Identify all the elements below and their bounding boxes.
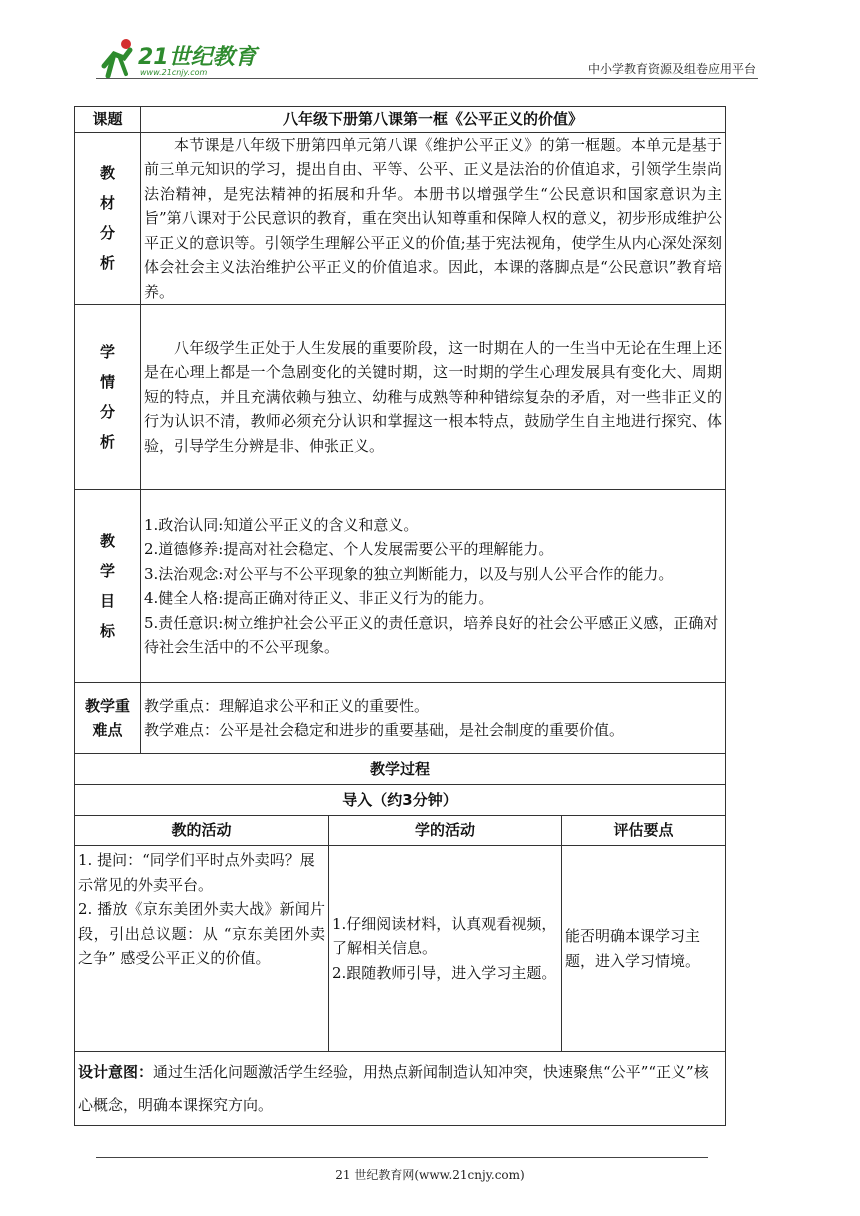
label-char: 教 [99,532,115,550]
goal-item: 3.法治观念:对公平与不公平现象的独立判断能力，以及与别人公平合作的能力。 [144,564,674,583]
label-char: 标 [99,622,115,640]
label-char: 材 [99,194,115,213]
teacher-step: 2. 播放《京东美团外卖大战》新闻片段，引出总议题：从 “京东美团外卖之争” 感受公平正义的价值。 [78,900,325,967]
title-row [75,107,726,133]
key-point: 教学难点：公平是社会稳定和进步的重要基础，是社会制度的重要价值。 [144,721,625,739]
footer-text: 21 世纪教育网(www.21cnjy.com) [335,1168,525,1182]
logo-text: 21世纪教育 [138,45,257,70]
label-char: 析 [99,433,115,451]
header-divider [96,78,758,79]
goals-list [141,490,726,683]
label-line: 难点 [92,721,123,739]
students-row [75,305,726,490]
design-text: 通过生活化问题激活学生经验，用热点新闻制造认知冲突，快速聚焦“公平”“正义”核心概念，明确本课探究方向。 [78,1062,709,1114]
activity-row [75,846,726,1052]
label-char: 析 [99,254,115,273]
key-points-row [75,683,726,754]
logo-url: www.21cnjy.com [140,68,208,77]
design-label: 设计意图： [78,1062,154,1081]
label-char: 分 [99,224,115,243]
header-tagline: 中小学教育资源及组卷应用平台 [587,62,756,76]
students-analysis: 八年级学生正处于人生发展的重要阶段，这一时期在人的一生当中无论在生理上还是在心理上都是一个急剧变化的关键时期，这一时期的学生心理发展具有变化大、周期短的特点，并且充满依赖与独立、幼稚与成熟等种种错综复杂的矛盾，对一些非正义的行为认识不清，教师必须充分认识和掌握这一根本特点，鼓励学生自主地进行探究、体验，引导学生分辨是非、伸张正义。 [141,305,726,490]
col-header-evaluation: 评估要点 [562,816,726,846]
label-char: 学 [99,562,115,580]
teacher-step: 1. 提问：“同学们平时点外卖吗？展示常见的外卖平台。 [78,851,315,894]
label-char: 目 [99,592,115,610]
label-char: 情 [99,373,115,391]
process-title-row [75,754,726,785]
label-char: 教 [99,164,115,183]
goals-label [75,490,141,683]
students-label [75,305,141,490]
lesson-title: 八年级下册第八课第一框《公平正义的价值》 [141,107,726,133]
footer-divider [96,1157,708,1158]
textbook-label [75,132,141,305]
teacher-activity [75,846,329,1052]
section-title: 导入（约3分钟） [75,785,726,816]
section-row [75,785,726,816]
student-step: 2.跟随教师引导，进入学习主题。 [332,963,557,982]
runner-logo-icon [96,36,140,80]
lesson-plan-table [74,106,726,1126]
goals-row [75,490,726,683]
title-label: 课题 [75,107,141,133]
label-char: 学 [99,343,115,361]
process-title: 教学过程 [75,754,726,785]
design-row [75,1052,726,1126]
key-points-content [141,683,726,754]
student-activity [329,846,562,1052]
key-points-label [75,683,141,754]
label-line: 教学重 [84,697,130,715]
goal-item: 4.健全人格:提高正确对待正义、非正义行为的能力。 [144,589,494,607]
label-char: 分 [99,403,115,421]
logo [96,36,266,82]
col-header-teacher: 教的活动 [75,816,329,846]
student-step: 1.仔细阅读材料，认真观看视频，了解相关信息。 [332,914,557,958]
evaluation-points: 能否明确本课学习主题，进入学习情境。 [562,846,726,1052]
design-intent [75,1052,726,1126]
page-header [0,0,860,90]
columns-header-row [75,816,726,846]
goal-item: 5.责任意识:树立维护社会公平正义的责任意识，培养良好的社会公平感正义感，正确对待社会生活中的不公平现象。 [144,613,719,656]
textbook-row [75,132,726,305]
goal-item: 1.政治认同:知道公平正义的含义和意义。 [144,515,419,534]
textbook-analysis: 本节课是八年级下册第四单元第八课《维护公平正义》的第一框题。本单元是基于前三单元知识的学习，提出自由、平等、公平、正义是法治的价值追求，引领学生崇尚法治精神，是宪法精神的拓展和升华。本册书以增强学生“公民意识和国家意识为主旨”第八课对于公民意识的教育，重在突出认知尊重和保障人权的意义，初步形成维护公平正义的意识等。引领学生理解公平正义的价值;基于宪法视角，使学生从内心深处深刻体会社会主义法治维护公平正义的价值追求。因此，本课的落脚点是“公民意识”教育培养。 [141,132,726,305]
col-header-student: 学的活动 [329,816,562,846]
goal-item: 2.道德修养:提高对社会稳定、个人发展需要公平的理解能力。 [144,540,554,558]
key-point: 教学重点：理解追求公平和正义的重要性。 [144,696,430,715]
